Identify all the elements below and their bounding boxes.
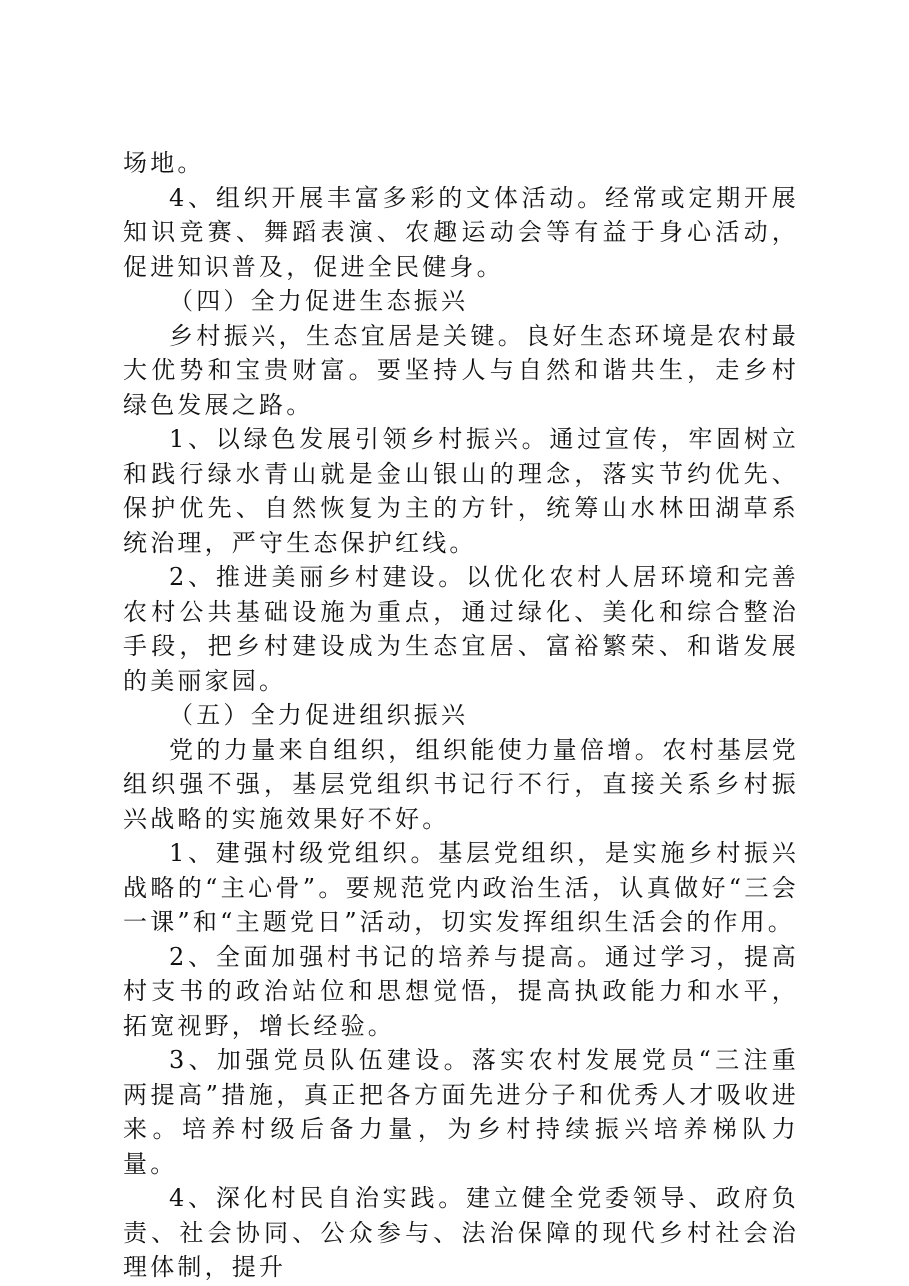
paragraph-item-2-beautiful-village: 2、推进美丽乡村建设。以优化农村人居环境和完善农村公共基础设施为重点，通过绿化、美化和综合整治手段，把乡村建设成为生态宜居、富裕繁荣、和谐发展的美丽家园。 — [123, 563, 799, 695]
paragraph-item-1-village-party-organization: 1、建强村级党组织。基层党组织，是实施乡村振兴战略的“主心骨”。要规范党内政治生活，认真做好“三会一课”和“主题党日”活动，切实发挥组织生活会的作用。 — [123, 839, 799, 936]
section-heading-ecological-revitalization: （四）全力促进生态振兴 — [169, 287, 469, 315]
paragraph-item-1-green-development: 1、以绿色发展引领乡村振兴。通过宣传，牢固树立和践行绿水青山就是金山银山的理念，落实节约优先、保护优先、自然恢复为主的方针，统筹山水林田湖草系统治理，严守生态保护红线。 — [123, 425, 799, 557]
paragraph-item-2-secretary-training: 2、全面加强村书记的培养与提高。通过学习，提高村支书的政治站位和思想觉悟，提高执政能力和水平，拓宽视野，增长经验。 — [123, 942, 799, 1040]
paragraph-item-3-party-member-team: 3、加强党员队伍建设。落实农村发展党员“三注重两提高”措施，真正把各方面先进分子和优秀人才吸收进来。培养村级后备力量，为乡村持续振兴培养梯队力量。 — [123, 1046, 799, 1178]
paragraph-item-4-villager-autonomy: 4、深化村民自治实践。建立健全党委领导、政府负责、社会协同、公众参与、法治保障的现代乡村社会治理体制，提升 — [123, 1184, 799, 1281]
paragraph-item-4-cultural-activities: 4、组织开展丰富多彩的文体活动。经常或定期开展知识竞赛、舞蹈表演、农趣运动会等有益于身心活动，促进知识普及，促进全民健身。 — [123, 183, 799, 281]
paragraph-ecology-intro: 乡村振兴，生态宜居是关键。良好生态环境是农村最大优势和宝贵财富。要坚持人与自然和谐共生，走乡村绿色发展之路。 — [123, 321, 799, 419]
paragraph-continuation: 场地。 — [123, 149, 205, 177]
section-heading-organizational-revitalization: （五）全力促进组织振兴 — [169, 701, 469, 729]
document-body — [123, 146, 799, 1285]
paragraph-organization-intro: 党的力量来自组织，组织能使力量倍增。农村基层党组织强不强，基层党组织书记行不行，直接关系乡村振兴战略的实施效果好不好。 — [123, 735, 799, 833]
